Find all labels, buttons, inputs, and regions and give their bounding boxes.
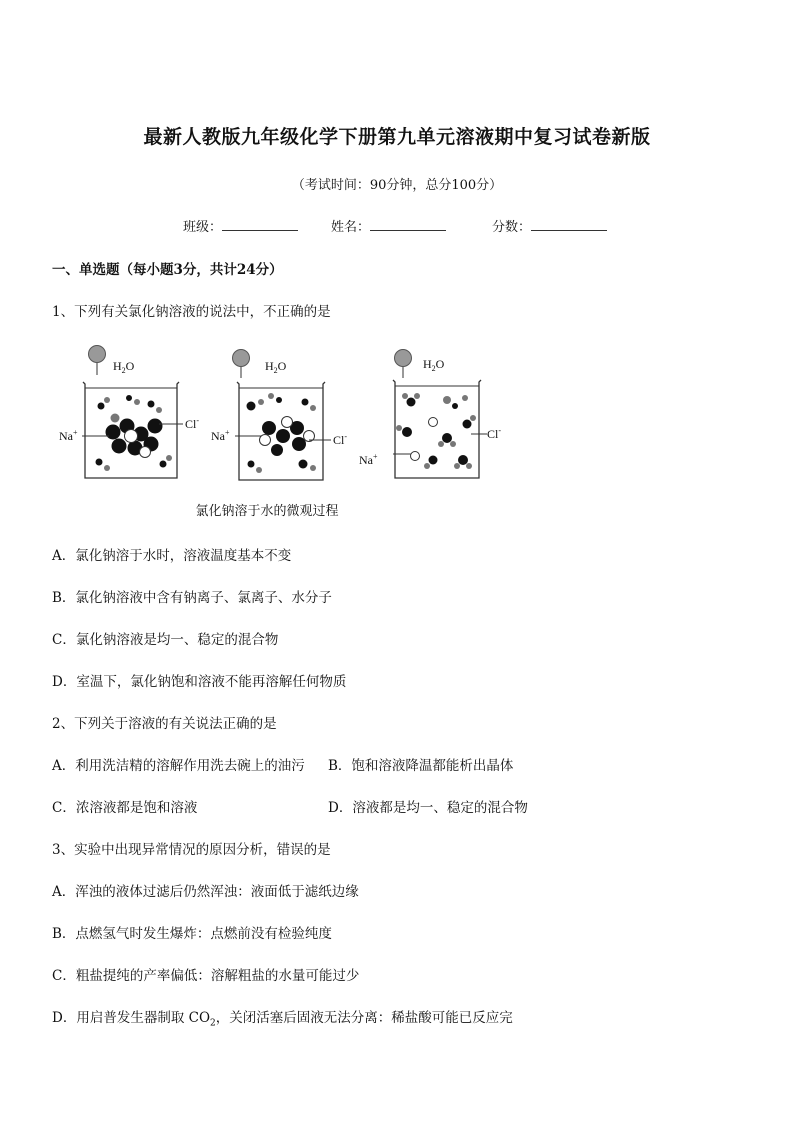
question-3-option-d-post: ，关闭活塞后固液无法分离：稀盐酸可能已反应完 xyxy=(215,1010,513,1026)
name-blank[interactable] xyxy=(370,218,446,231)
question-2-option-c[interactable]: C．浓溶液都是饱和溶液 xyxy=(52,800,198,816)
name-label: 姓名： xyxy=(331,220,371,235)
water-label-3-o: O xyxy=(435,357,445,371)
water-label-2-o: O xyxy=(277,359,287,373)
beaker-2 xyxy=(211,350,347,481)
score-field xyxy=(492,216,607,235)
water-label-3-base: H xyxy=(423,357,432,371)
cl-label-1-base: Cl xyxy=(185,417,197,431)
question-1-option-c[interactable]: C．氯化钠溶液是均一、稳定的混合物 xyxy=(52,632,279,648)
exam-subtitle: （考试时间：90分钟，总分100分） xyxy=(291,178,503,193)
water-label-2-base: H xyxy=(265,359,274,373)
svg-text:Cl- xyxy=(333,432,347,447)
question-1-option-b[interactable]: B．氯化钠溶液中含有钠离子、氯离子、水分子 xyxy=(52,590,332,606)
cl-label-3-base: Cl xyxy=(487,427,499,441)
svg-text:Na+ xyxy=(59,428,78,443)
question-3-option-d-sub: 2 xyxy=(210,1018,216,1029)
section-heading: 一、单选题（每小题3分，共计24分） xyxy=(52,262,283,278)
beaker-1 xyxy=(59,346,199,479)
svg-text:H2O xyxy=(423,357,445,373)
question-2-option-a[interactable]: A．利用洗洁精的溶解作用洗去碗上的油污 xyxy=(52,758,305,774)
na-label-2-base: Na xyxy=(211,429,225,443)
na-label-3-base: Na xyxy=(359,453,373,467)
class-label: 班级： xyxy=(183,220,223,235)
nacl-dissolution-figure xyxy=(55,340,515,490)
na-label-2-sup: + xyxy=(225,428,230,437)
figure-caption: 氯化钠溶于水的微观过程 xyxy=(195,504,339,519)
question-2-stem: 2、下列关于溶液的有关说法正确的是 xyxy=(52,716,277,732)
water-label-1-base: H xyxy=(113,359,122,373)
cl-label-1-sup: - xyxy=(196,416,200,425)
na-label-3-sup: + xyxy=(373,452,378,461)
question-1-option-a[interactable]: A．氯化钠溶于水时，溶液温度基本不变 xyxy=(52,548,292,564)
question-3-option-d-pre: D．用启普发生器制取 CO xyxy=(52,1010,211,1026)
water-label-1-o: O xyxy=(125,359,135,373)
svg-text:H2O xyxy=(265,359,287,375)
cl-label-3-sup: - xyxy=(498,426,502,435)
question-3-option-c[interactable]: C．粗盐提纯的产率偏低：溶解粗盐的水量可能过少 xyxy=(52,968,360,984)
na-label-1-sup: + xyxy=(73,428,78,437)
beaker-3 xyxy=(359,350,501,479)
name-field xyxy=(331,216,446,235)
svg-text:Cl- xyxy=(185,416,199,431)
na-label-1-base: Na xyxy=(59,429,73,443)
question-3-option-b[interactable]: B．点燃氢气时发生爆炸：点燃前没有检验纯度 xyxy=(52,926,332,942)
score-label: 分数： xyxy=(492,220,532,235)
score-blank[interactable] xyxy=(531,218,607,231)
question-3-stem: 3、实验中出现异常情况的原因分析，错误的是 xyxy=(52,842,331,858)
svg-text:H2O xyxy=(113,359,135,375)
question-3-option-d[interactable] xyxy=(52,1006,513,1029)
page-title: 最新人教版九年级化学下册第九单元溶液期中复习试卷新版 xyxy=(143,126,651,148)
water-label-2-sub: 2 xyxy=(273,366,278,375)
cl-label-2-base: Cl xyxy=(333,433,345,447)
svg-text:Cl- xyxy=(487,426,501,441)
question-1-option-d[interactable]: D．室温下，氯化钠饱和溶液不能再溶解任何物质 xyxy=(52,674,347,690)
svg-text:Na+ xyxy=(211,428,230,443)
question-2-option-d[interactable]: D．溶液都是均一、稳定的混合物 xyxy=(328,800,528,816)
class-blank[interactable] xyxy=(222,218,298,231)
class-field xyxy=(183,216,298,235)
question-1-stem: 1、下列有关氯化钠溶液的说法中，不正确的是 xyxy=(52,304,331,320)
water-label-1-sub: 2 xyxy=(121,366,126,375)
cl-label-2-sup: - xyxy=(344,432,348,441)
question-3-option-a[interactable]: A．浑浊的液体过滤后仍然浑浊：液面低于滤纸边缘 xyxy=(52,884,359,900)
svg-text:Na+ xyxy=(359,452,378,467)
question-2-option-b[interactable]: B．饱和溶液降温都能析出晶体 xyxy=(328,758,514,774)
water-label-3-sub: 2 xyxy=(431,364,436,373)
